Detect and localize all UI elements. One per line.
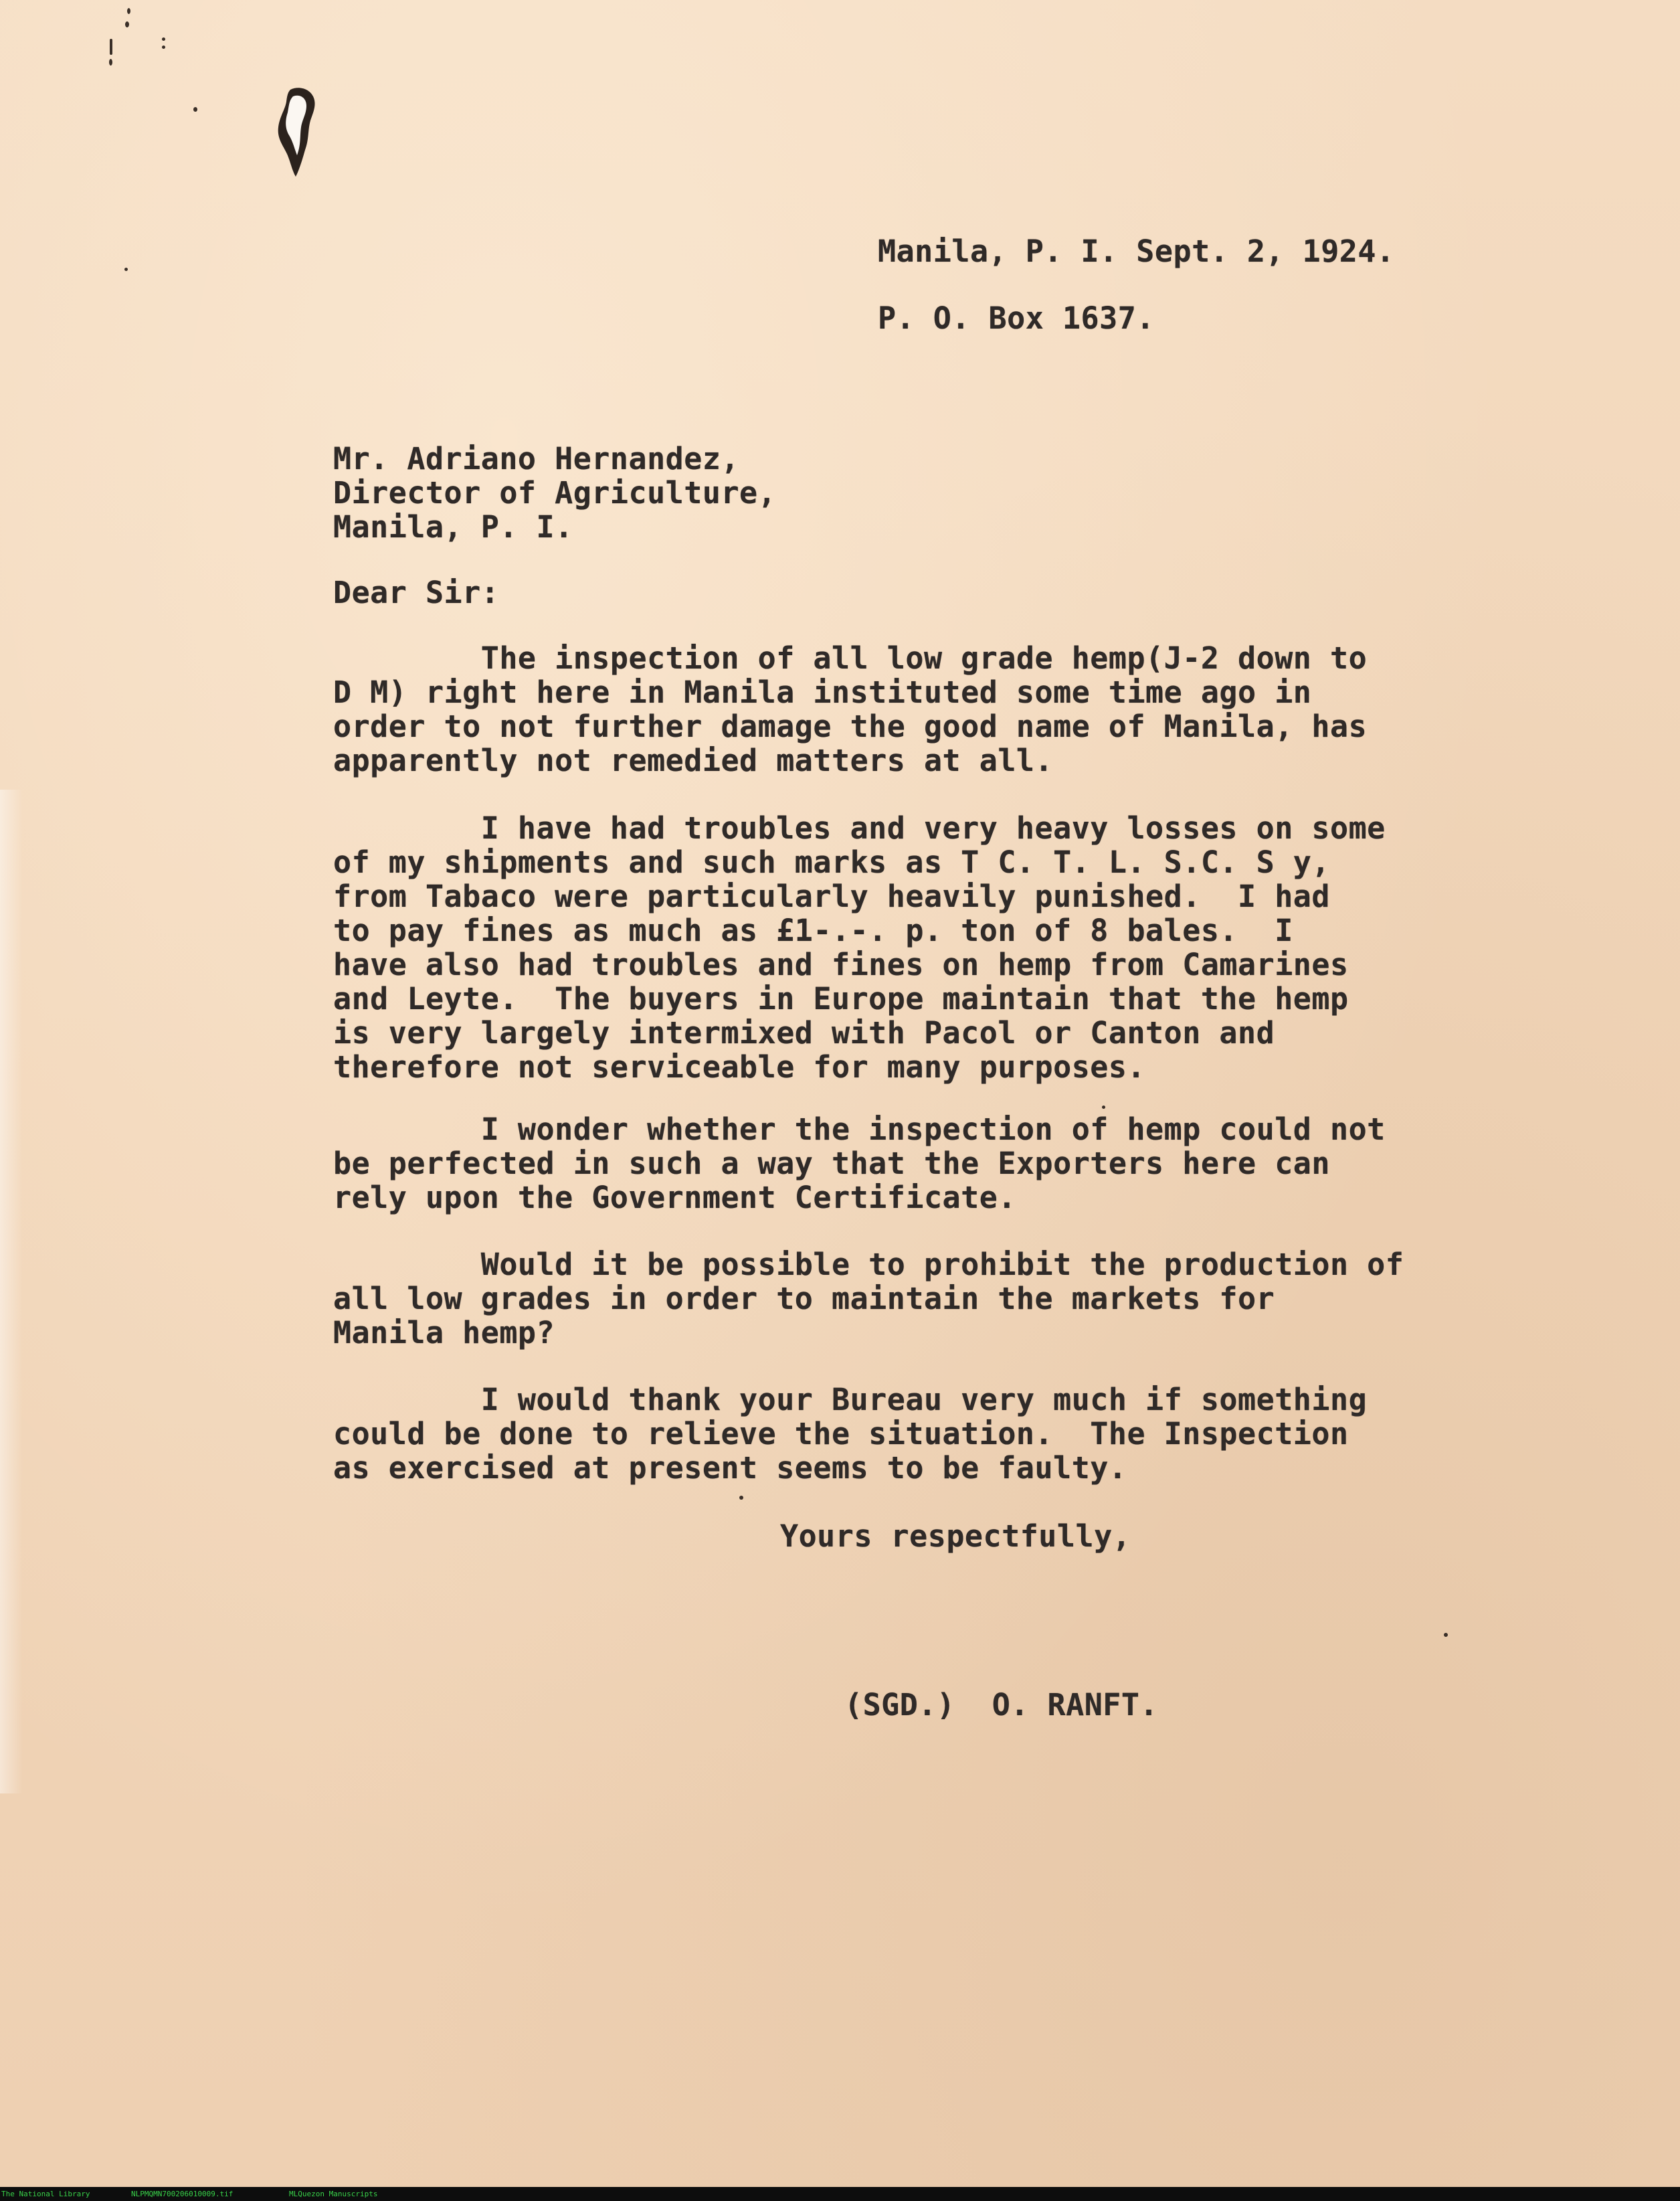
body-paragraph: The inspection of all low grade hemp(J-2 down to D M) right here in Manila instituted some time ago in order to not further damage the good name of Manila, has apparently not remedied matters at all. [333, 640, 1368, 778]
signature-line: (SGD.) O. RANFT. [844, 1687, 1159, 1723]
body-paragraph: Would it be possible to prohibit the production of all low grades in order to maintain the markets for Manila hemp? [333, 1247, 1404, 1350]
ink-speck [1102, 1106, 1105, 1109]
footer-collection: MLQuezon Manuscripts [289, 2190, 378, 2198]
ink-speck [193, 107, 197, 112]
ink-speck [110, 39, 112, 55]
ink-speck [739, 1496, 743, 1500]
body-paragraph: I wonder whether the inspection of hemp could not be perfected in such a way that the Exporters here can rely upon the Government Certificate. [333, 1112, 1386, 1215]
footer-library: The National Library [1, 2190, 90, 2198]
body-paragraph: I would thank your Bureau very much if something could be done to relieve the situation. The Inspection as exercised at present seems to be faulty. [333, 1382, 1368, 1486]
paper-edge-highlight [0, 790, 23, 1793]
ink-speck [1444, 1633, 1448, 1637]
ink-speck [124, 268, 128, 271]
salutation: Dear Sir: [333, 575, 500, 610]
footer-file-name: NLPMQMN700206010009.tif [131, 2190, 234, 2198]
ink-speck [109, 59, 112, 66]
recipient-title: Director of Agriculture, [333, 475, 777, 511]
recipient-name: Mr. Adriano Hernandez, [333, 441, 740, 476]
ink-speck [125, 21, 129, 27]
ink-speck [127, 8, 130, 14]
letter-place-date: Manila, P. I. Sept. 2, 1924. [878, 234, 1395, 269]
scan-footer-bar [0, 2187, 1680, 2201]
closing: Yours respectfully, [780, 1518, 1131, 1554]
ink-speck [162, 37, 165, 41]
recipient-address: Manila, P. I. [333, 509, 573, 545]
letter-po-box: P. O. Box 1637. [878, 300, 1155, 336]
burn-hole [276, 86, 317, 181]
ink-speck [162, 46, 165, 49]
body-paragraph: I have had troubles and very heavy losses on some of my shipments and such marks as T C. T. L. S.C. S y, from Tabaco were particularly heavily punished. I had to pay fines as much as £1-.-. p. ton of 8 bales. I have also had troubles and fines on hemp from Camarines and Leyte. The buyers in Europe maintain that the hemp is very largely intermixed with Pacol or Canton and therefore not serviceable for many purposes. [333, 810, 1386, 1085]
